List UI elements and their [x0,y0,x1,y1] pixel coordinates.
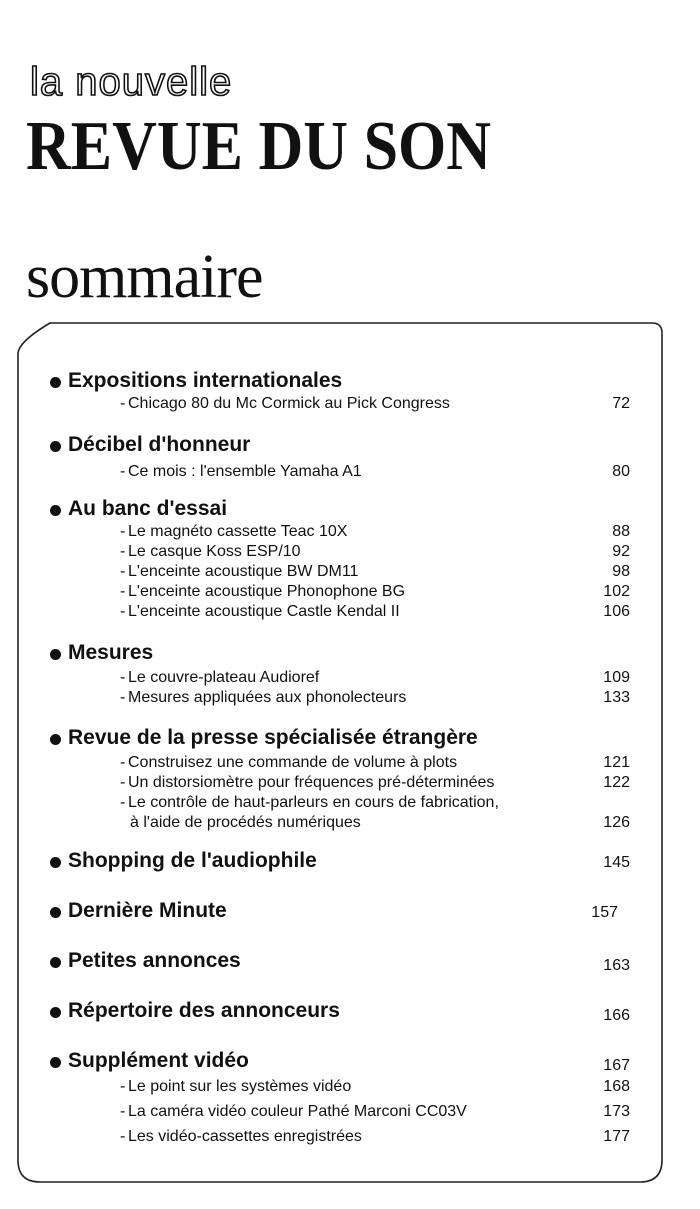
bullet-icon [50,1007,61,1018]
page-number: 121 [603,754,630,771]
toc-entry: - L'enceinte acoustique Castle Kendal II 106 [120,603,630,620]
section-title: Expositions internationales [50,368,630,394]
toc-entry: - Le magnéto cassette Teac 10X 88 [120,523,630,540]
section-title: Supplément vidéo 167 [50,1048,630,1074]
toc-entry: - La caméra vidéo couleur Pathé Marconi CC03V 173 [120,1103,630,1120]
section-title: Petites annonces 163 [50,948,630,974]
masthead-title: REVUE DU SON [26,108,492,185]
toc-entry: - L'enceinte acoustique BW DM11 98 [120,563,630,580]
bullet-icon [50,441,61,452]
bullet-icon [50,377,61,388]
bullet-icon [50,857,61,868]
page-number: 126 [603,814,630,831]
page-number: 102 [603,583,630,600]
page-number: 177 [603,1128,630,1145]
section-title: Revue de la presse spécialisée étrangère [50,725,630,751]
toc-entry: - Le contrôle de haut-parleurs en cours de fabrication, [120,794,499,811]
toc-entry: - Un distorsiomètre pour fréquences pré-déterminées 122 [120,774,630,791]
toc-entry: - L'enceinte acoustique Phonophone BG 102 [120,583,630,600]
bullet-icon [50,1057,61,1068]
toc-section [50,948,630,974]
bullet-icon [50,734,61,745]
section-title: Au banc d'essai [50,496,630,522]
page-number: 145 [603,854,630,871]
toc-entry: - Ce mois : l'ensemble Yamaha A1 80 [120,463,630,480]
page-number: 133 [603,689,630,706]
bullet-icon [50,649,61,660]
page-number: 106 [603,603,630,620]
toc-entry: - Le couvre-plateau Audioref 109 [120,669,630,686]
section-title: Shopping de l'audiophile 145 [50,848,630,874]
section-title: Décibel d'honneur [50,432,630,458]
section-title: Répertoire des annonceurs 166 [50,998,630,1024]
page-number: 92 [612,543,630,560]
page-number: 167 [603,1057,630,1074]
page-number: 166 [603,1007,630,1024]
page-number: 157 [591,904,618,921]
toc-section [50,496,630,622]
toc-section [50,368,630,414]
toc-entry: - Chicago 80 du Mc Cormick au Pick Congress 72 [120,395,630,412]
section-title: Mesures [50,640,630,666]
toc-section [50,432,630,482]
page-number: 168 [603,1078,630,1095]
page-number: 72 [612,395,630,412]
page-number: 98 [612,563,630,580]
page-heading: sommaire [26,243,263,311]
toc-entry: - Les vidéo-cassettes enregistrées 177 [120,1128,630,1145]
page-number: 173 [603,1103,630,1120]
page-number: 80 [612,463,630,480]
toc-entry: - Le casque Koss ESP/10 92 [120,543,630,560]
page-number: 163 [603,957,630,974]
page-number: 109 [603,669,630,686]
toc-section [50,640,630,708]
toc-section [50,725,630,833]
toc-section [50,848,630,874]
masthead-small: la nouvelle [30,60,233,104]
toc-entry: - Le point sur les systèmes vidéo 168 [120,1078,630,1095]
toc-section [50,998,630,1024]
toc-entry: - Mesures appliquées aux phonolecteurs 133 [120,689,630,706]
toc-section [50,898,630,924]
bullet-icon [50,957,61,968]
bullet-icon [50,505,61,516]
page-number: 88 [612,523,630,540]
page-number: 122 [603,774,630,791]
toc-section [50,1048,630,1147]
toc-entry: - Construisez une commande de volume à plots 121 [120,754,630,771]
toc-entry: à l'aide de procédés numériques 126 [130,814,630,831]
section-title: Dernière Minute 157 [50,898,630,924]
bullet-icon [50,907,61,918]
